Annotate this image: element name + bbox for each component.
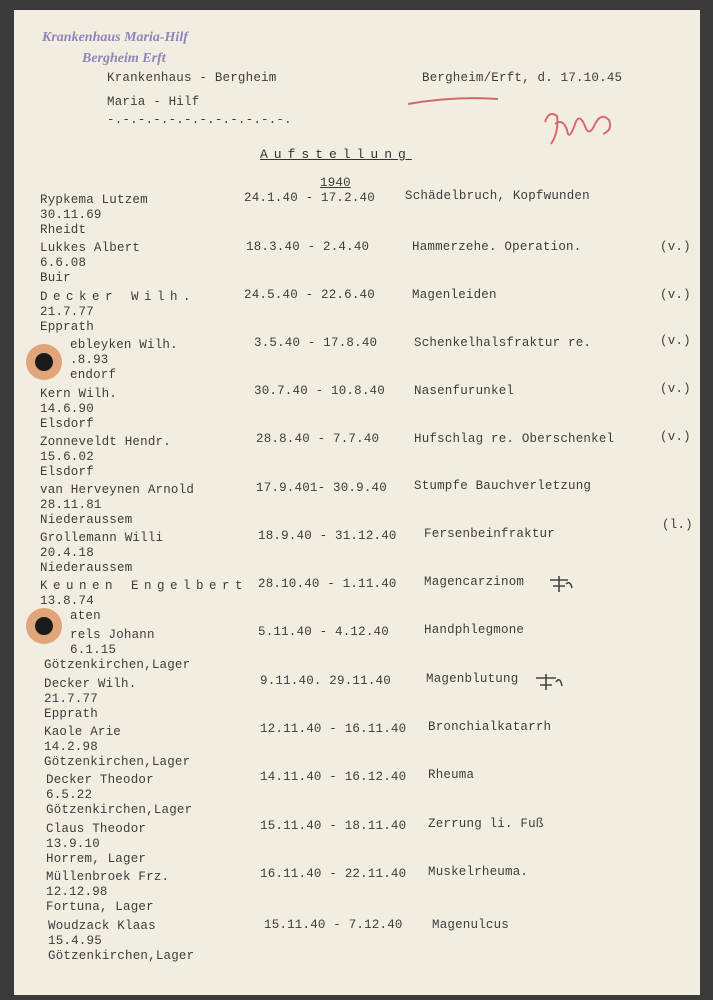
entry-birth: 6.5.22	[46, 788, 93, 802]
entry-diagnosis: Handphlegmone	[424, 623, 525, 637]
entry-place: Götzenkirchen,Lager	[44, 755, 191, 769]
red-handwritten-mark	[539, 102, 619, 152]
document-title: Aufstellung	[260, 147, 412, 162]
entry-diagnosis: Hammerzehe. Operation.	[412, 240, 582, 254]
entry-birth: 13.9.10	[46, 837, 100, 851]
entry-name: Woudzack Klaas	[48, 919, 156, 933]
entry-period: 3.5.40 - 17.8.40	[254, 336, 378, 350]
entry-diagnosis: Rheuma	[428, 768, 475, 782]
entry-period: 24.5.40 - 22.6.40	[244, 288, 375, 302]
entry-place: Elsdorf	[40, 465, 94, 479]
entry-diagnosis: Nasenfurunkel	[414, 384, 515, 398]
institution-line-2: Maria - Hilf	[107, 95, 200, 109]
entry-name: Decker Theodor	[46, 773, 154, 787]
entry-diagnosis: Muskelrheuma.	[428, 865, 529, 879]
entry-period: 18.3.40 - 2.4.40	[246, 240, 370, 254]
entry-place: Rheidt	[40, 223, 87, 237]
entry-birth: 30.11.69	[40, 208, 102, 222]
entry-note: (v.)	[660, 382, 691, 396]
entry-note: (v.)	[660, 240, 691, 254]
place-date: Bergheim/Erft, d. 17.10.45	[422, 71, 623, 85]
entry-diagnosis: Magenleiden	[412, 288, 497, 302]
entry-name: Zonneveldt Hendr.	[40, 435, 171, 449]
entry-period: 5.11.40 - 4.12.40	[258, 625, 389, 639]
cross-mark-icon	[532, 672, 564, 694]
cross-mark-icon	[546, 574, 574, 596]
entry-name: rels Johann	[70, 628, 155, 642]
entry-birth: .8.93	[70, 353, 109, 367]
entry-diagnosis: Schenkelhalsfraktur re.	[414, 336, 592, 350]
entry-period: 15.11.40 - 18.11.40	[260, 819, 407, 833]
entry-place: Fortuna, Lager	[46, 900, 154, 914]
entry-period: 12.11.40 - 16.11.40	[260, 722, 407, 736]
entry-note: (v.)	[660, 334, 691, 348]
entry-name: Keunen Engelbert	[40, 579, 249, 593]
entry-place: Buir	[40, 271, 71, 285]
stamp-line-1: Krankenhaus Maria-Hilf	[42, 30, 188, 45]
entry-birth: 14.2.98	[44, 740, 98, 754]
entry-place: Götzenkirchen,Lager	[46, 803, 193, 817]
entry-place: Epprath	[44, 707, 98, 721]
entry-birth: 21.7.77	[44, 692, 98, 706]
entry-note: (v.)	[660, 288, 691, 302]
entry-name: Decker Wilh.	[40, 290, 197, 304]
entry-name: Rypkema Lutzem	[40, 193, 148, 207]
entry-birth: 12.12.98	[46, 885, 108, 899]
entry-diagnosis: Fersenbeinfraktur	[424, 527, 555, 541]
entry-name: Kern Wilh.	[40, 387, 118, 401]
entry-name: Decker Wilh.	[44, 677, 137, 691]
entry-birth: 6.1.15	[70, 643, 117, 657]
entry-period: 24.1.40 - 17.2.40	[244, 191, 375, 205]
entry-name: Lukkes Albert	[40, 241, 141, 255]
entry-place: Götzenkirchen,Lager	[48, 949, 195, 963]
entry-place: Horrem, Lager	[46, 852, 147, 866]
entry-birth: 20.4.18	[40, 546, 94, 560]
entry-birth: 15.4.95	[48, 934, 102, 948]
entry-note: (l.)	[662, 518, 693, 532]
document-sheet	[14, 10, 700, 995]
entry-period: 14.11.40 - 16.12.40	[260, 770, 407, 784]
entry-diagnosis: Bronchialkatarrh	[428, 720, 552, 734]
institution-line-1: Krankenhaus - Bergheim	[107, 71, 277, 85]
entry-diagnosis: Schädelbruch, Kopfwunden	[405, 189, 590, 203]
entry-period: 18.9.40 - 31.12.40	[258, 529, 397, 543]
entry-diagnosis: Magenblutung	[426, 672, 519, 686]
entry-period: 17.9.401- 30.9.40	[256, 481, 387, 495]
entry-birth: 21.7.77	[40, 305, 94, 319]
entry-place: aten	[70, 609, 101, 623]
entry-period: 16.11.40 - 22.11.40	[260, 867, 407, 881]
header-divider: -.-.-.-.-.-.-.-.-.-.-.-.	[107, 113, 292, 127]
stamp-line-2: Bergheim Erft	[82, 51, 166, 66]
entry-period: 15.11.40 - 7.12.40	[264, 918, 403, 932]
year-label: 1940	[320, 176, 351, 190]
entry-birth: 15.6.02	[40, 450, 94, 464]
entry-name: ebleyken Wilh.	[70, 338, 178, 352]
entry-place: Niederaussem	[40, 513, 133, 527]
entry-diagnosis: Magencarzinom	[424, 575, 525, 589]
entry-period: 30.7.40 - 10.8.40	[254, 384, 385, 398]
entry-period: 28.10.40 - 1.11.40	[258, 577, 397, 591]
entry-place: endorf	[70, 368, 117, 382]
entry-birth: 14.6.90	[40, 402, 94, 416]
entry-place: Götzenkirchen,Lager	[44, 658, 191, 672]
entry-diagnosis: Zerrung li. Fuß	[428, 817, 544, 831]
entry-place: Niederaussem	[40, 561, 133, 575]
punch-hole	[26, 344, 62, 380]
red-pencil-stroke	[404, 94, 504, 108]
entry-period: 9.11.40. 29.11.40	[260, 674, 391, 688]
entry-birth: 28.11.81	[40, 498, 102, 512]
entry-birth: 13.8.74	[40, 594, 94, 608]
entry-note: (v.)	[660, 430, 691, 444]
entry-diagnosis: Hufschlag re. Oberschenkel	[414, 432, 615, 446]
entry-name: Grollemann Willi	[40, 531, 164, 545]
entry-place: Elsdorf	[40, 417, 94, 431]
entry-period: 28.8.40 - 7.7.40	[256, 432, 380, 446]
entry-name: Claus Theodor	[46, 822, 147, 836]
entry-name: Kaole Arie	[44, 725, 122, 739]
entry-diagnosis: Stumpfe Bauchverletzung	[414, 479, 592, 493]
entry-diagnosis: Magenulcus	[432, 918, 510, 932]
entry-place: Epprath	[40, 320, 94, 334]
entry-birth: 6.6.08	[40, 256, 87, 270]
punch-hole	[26, 608, 62, 644]
entry-name: van Herveynen Arnold	[40, 483, 195, 497]
entry-name: Müllenbroek Frz.	[46, 870, 170, 884]
